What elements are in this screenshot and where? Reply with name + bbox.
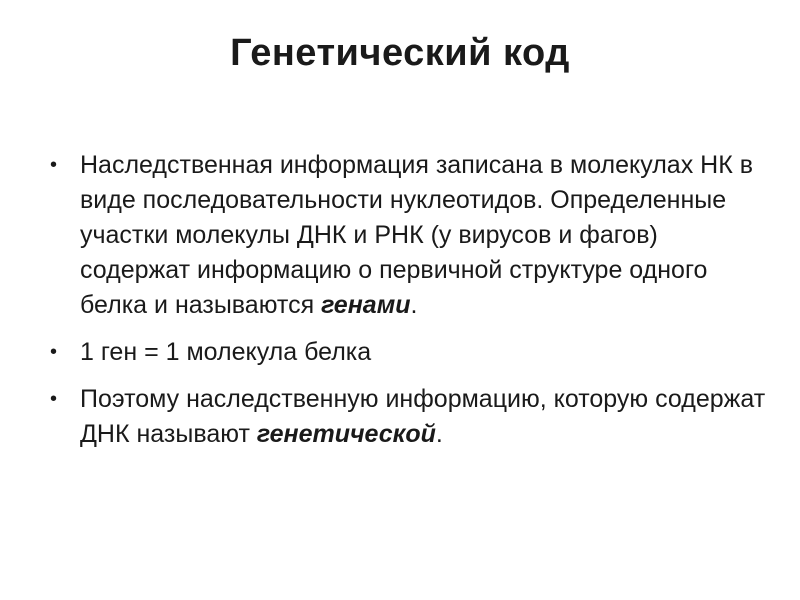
bullet-suffix: . — [410, 291, 418, 319]
bullet-list — [46, 148, 766, 464]
bullet-item-heredity — [46, 148, 766, 323]
bullet-text: Поэтому наследственную информацию, которую содержат ДНК называют — [80, 385, 766, 448]
bullet-suffix: . — [435, 420, 443, 448]
bullet-text: 1 ген = 1 молекула белка — [80, 338, 372, 366]
slide-title: Генетический код — [230, 32, 570, 74]
bullet-item-gene-protein — [46, 335, 766, 370]
bullet-marker: • — [50, 388, 58, 410]
bullet-emphasis-term: генами — [321, 291, 411, 319]
bullet-emphasis-term: генетической — [256, 420, 436, 448]
bullet-text: Наследственная информация записана в молекулах НК в виде последовательности нуклеотидов. Определенные участки молекулы ДНК и РНК (у вирусов и фагов) содержат информацию о первичной структуре одного белка и называются — [80, 151, 753, 319]
bullet-marker: • — [50, 341, 58, 363]
bullet-marker: • — [50, 154, 58, 176]
bullet-item-genetic-info — [46, 382, 766, 452]
